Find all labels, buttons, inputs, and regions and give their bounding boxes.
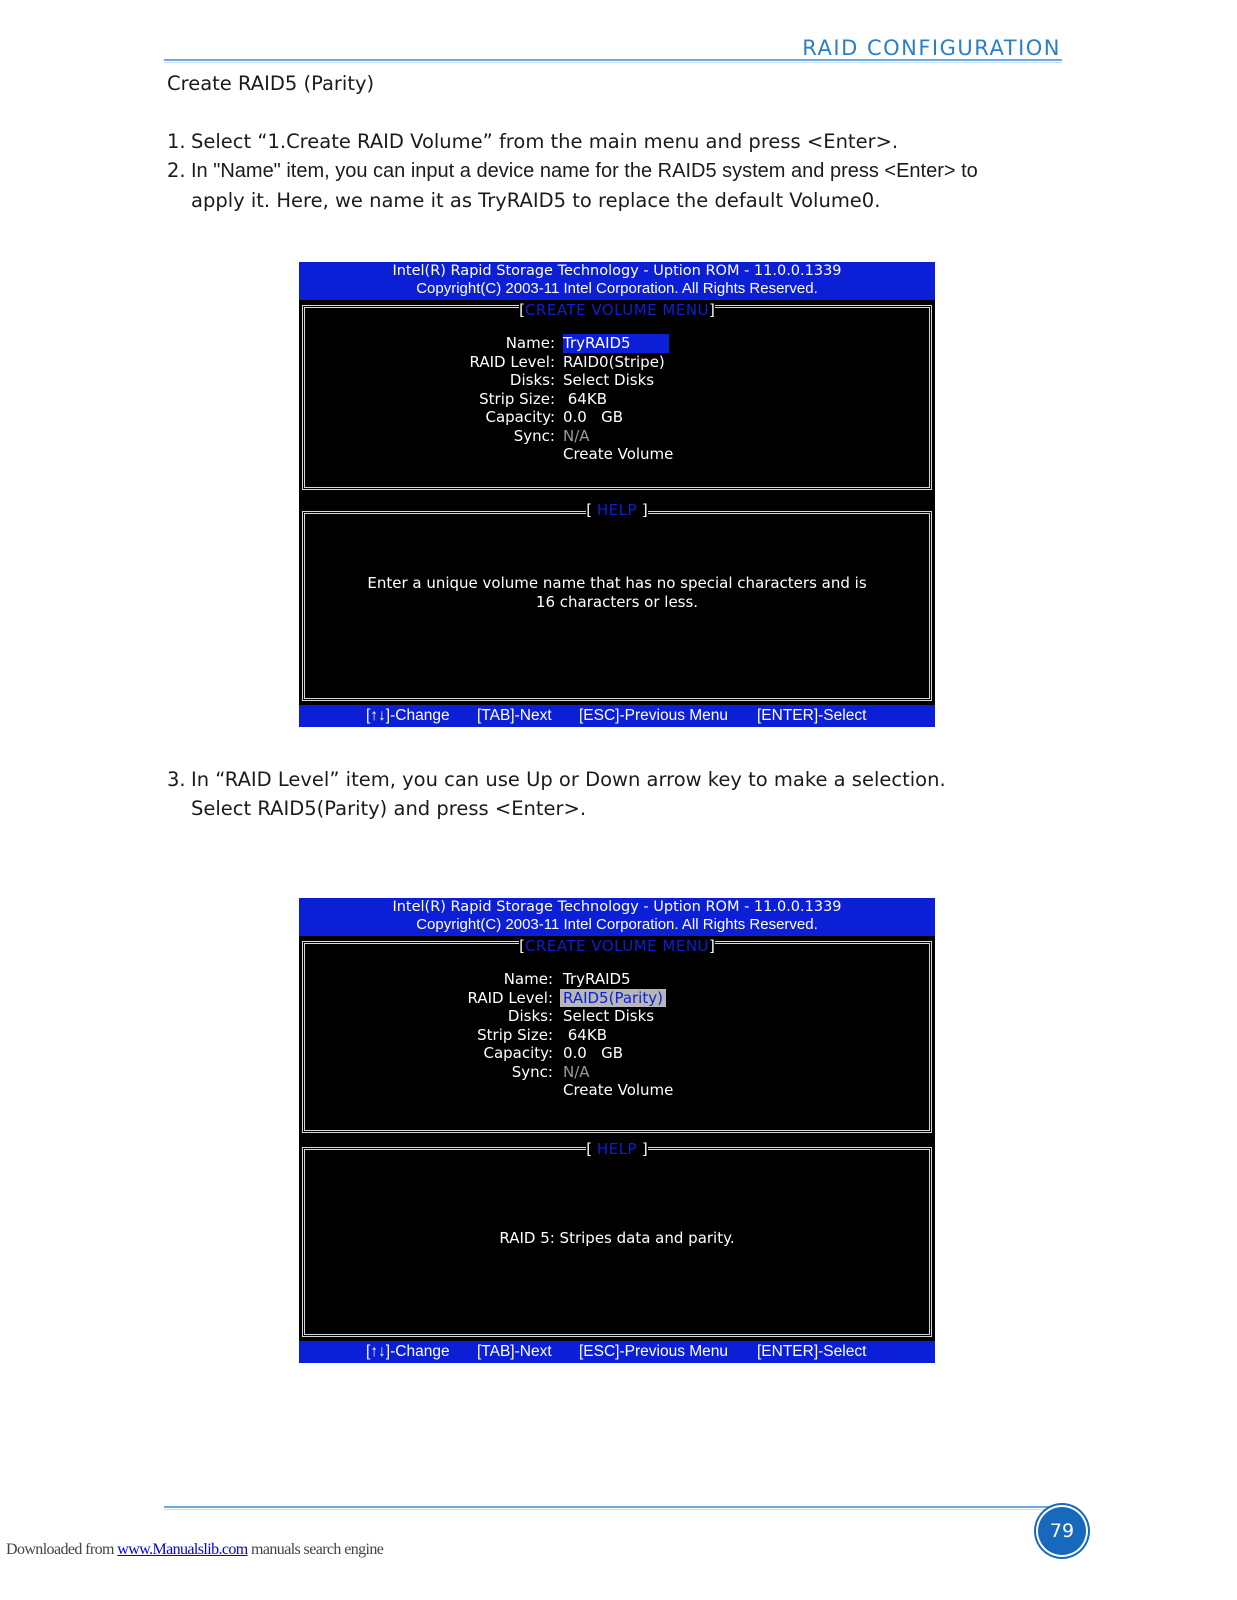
- help-title: [ HELP ]: [586, 501, 648, 519]
- disks-value[interactable]: Select Disks: [563, 371, 655, 389]
- step-number: 1.: [167, 130, 186, 153]
- step-text: In “RAID Level” item, you can use Up or Down arrow key to make a selection.: [191, 768, 946, 791]
- raid-level-value[interactable]: RAID0(Stripe): [563, 352, 665, 371]
- footer-rule: [164, 1506, 1062, 1508]
- bios-screen-2: [299, 898, 935, 1363]
- next-hint: [TAB]-Next: [477, 1343, 552, 1360]
- step-2: [167, 156, 978, 215]
- field-raid-level[interactable]: RAID Level: RAID0(Stripe): [469, 352, 665, 371]
- next-hint: [TAB]-Next: [477, 707, 552, 724]
- field-name[interactable]: Name: TryRAID5: [503, 970, 631, 988]
- previous-menu-hint: [ESC]-Previous Menu: [579, 1343, 729, 1360]
- volume-fields: [299, 334, 935, 464]
- name-input[interactable]: TryRAID5: [563, 334, 669, 353]
- capacity-value[interactable]: 0.0 GB: [563, 408, 624, 426]
- header-rule-thin: [164, 62, 1062, 63]
- step-1: [167, 127, 898, 156]
- bios-copyright: Copyright(C) 2003-11 Intel Corporation. All Rights Reserved.: [416, 916, 818, 933]
- bios-header: [299, 262, 935, 300]
- footer-rule-thin: [164, 1509, 1062, 1510]
- bios-copyright: Copyright(C) 2003-11 Intel Corporation. All Rights Reserved.: [416, 280, 818, 297]
- field-strip-size[interactable]: Strip Size: 64KB: [479, 389, 607, 408]
- step-text: Select “1.Create RAID Volume” from the main menu and press <Enter>.: [191, 130, 899, 153]
- step-number: 3.: [167, 768, 186, 791]
- field-strip-size[interactable]: Strip Size: 64KB: [477, 1025, 607, 1044]
- header-rule: [164, 59, 1062, 61]
- manualslib-link[interactable]: www.Manualslib.com: [117, 1541, 248, 1558]
- volume-fields: [299, 970, 935, 1100]
- help-text: Enter a unique volume name that has no special characters and is 16 characters or less.: [367, 574, 867, 611]
- sync-value: N/A: [563, 426, 590, 445]
- name-input[interactable]: TryRAID5: [563, 970, 631, 988]
- create-volume-menu-title: [CREATE VOLUME MENU]: [519, 937, 715, 955]
- field-name[interactable]: Name: TryRAID5: [299, 334, 935, 353]
- field-sync: Sync: N/A: [513, 426, 590, 445]
- step-text-continued: Select RAID5(Parity) and press <Enter>.: [191, 797, 587, 820]
- step-text-continued: apply it. Here, we name it as TryRAID5 to replace the default Volume0.: [191, 189, 881, 212]
- help-title: [ HELP ]: [586, 1140, 648, 1158]
- page-heading: Create RAID5 (Parity): [167, 72, 375, 95]
- bios-footer: [299, 705, 935, 727]
- bios-title: Intel(R) Rapid Storage Technology - Uption ROM - 11.0.0.1339: [392, 899, 842, 915]
- page-number-badge: 79: [1038, 1507, 1086, 1555]
- field-capacity[interactable]: Capacity: 0.0 GB: [483, 1044, 624, 1062]
- create-volume-button[interactable]: Create Volume: [563, 1081, 674, 1099]
- disks-value[interactable]: Select Disks: [563, 1007, 655, 1025]
- create-volume-button[interactable]: Create Volume: [563, 445, 674, 463]
- field-sync: Sync: N/A: [511, 1062, 590, 1081]
- step-3: [167, 765, 946, 823]
- sync-value: N/A: [563, 1062, 590, 1081]
- raid-level-value[interactable]: RAID5(Parity): [560, 989, 666, 1008]
- bios-title: Intel(R) Rapid Storage Technology - Uption ROM - 11.0.0.1339: [392, 263, 842, 279]
- field-disks[interactable]: Disks: Select Disks: [507, 1007, 655, 1025]
- change-hint: [↑↓]-Change: [366, 1343, 450, 1360]
- field-create-volume[interactable]: [299, 1081, 935, 1100]
- select-hint: [ENTER]-Select: [757, 707, 867, 724]
- bios-footer: [299, 1341, 935, 1363]
- field-capacity[interactable]: Capacity: 0.0 GB: [485, 408, 624, 426]
- field-create-volume[interactable]: [299, 445, 935, 464]
- create-volume-menu-title: [CREATE VOLUME MENU]: [519, 301, 715, 319]
- section-title: RAID CONFIGURATION: [802, 36, 1061, 60]
- help-text: RAID 5: Stripes data and parity.: [499, 1229, 735, 1247]
- download-note: Downloaded from www.Manualslib.com manuals search engine: [6, 1541, 384, 1558]
- bios-header: [299, 898, 935, 936]
- previous-menu-hint: [ESC]-Previous Menu: [579, 707, 729, 724]
- field-disks[interactable]: Disks: Select Disks: [509, 371, 655, 389]
- change-hint: [↑↓]-Change: [366, 707, 450, 724]
- bios-screen-1: [299, 262, 935, 727]
- step-number: 2.: [167, 159, 186, 182]
- field-raid-level[interactable]: RAID Level: RAID5(Parity): [299, 989, 935, 1008]
- strip-size-value[interactable]: 64KB: [563, 389, 607, 408]
- strip-size-value[interactable]: 64KB: [563, 1025, 607, 1044]
- select-hint: [ENTER]-Select: [757, 1343, 867, 1360]
- step-text: In "Name" item, you can input a device name for the RAID5 system and press <Enter> to: [191, 160, 978, 182]
- capacity-value[interactable]: 0.0 GB: [563, 1044, 624, 1062]
